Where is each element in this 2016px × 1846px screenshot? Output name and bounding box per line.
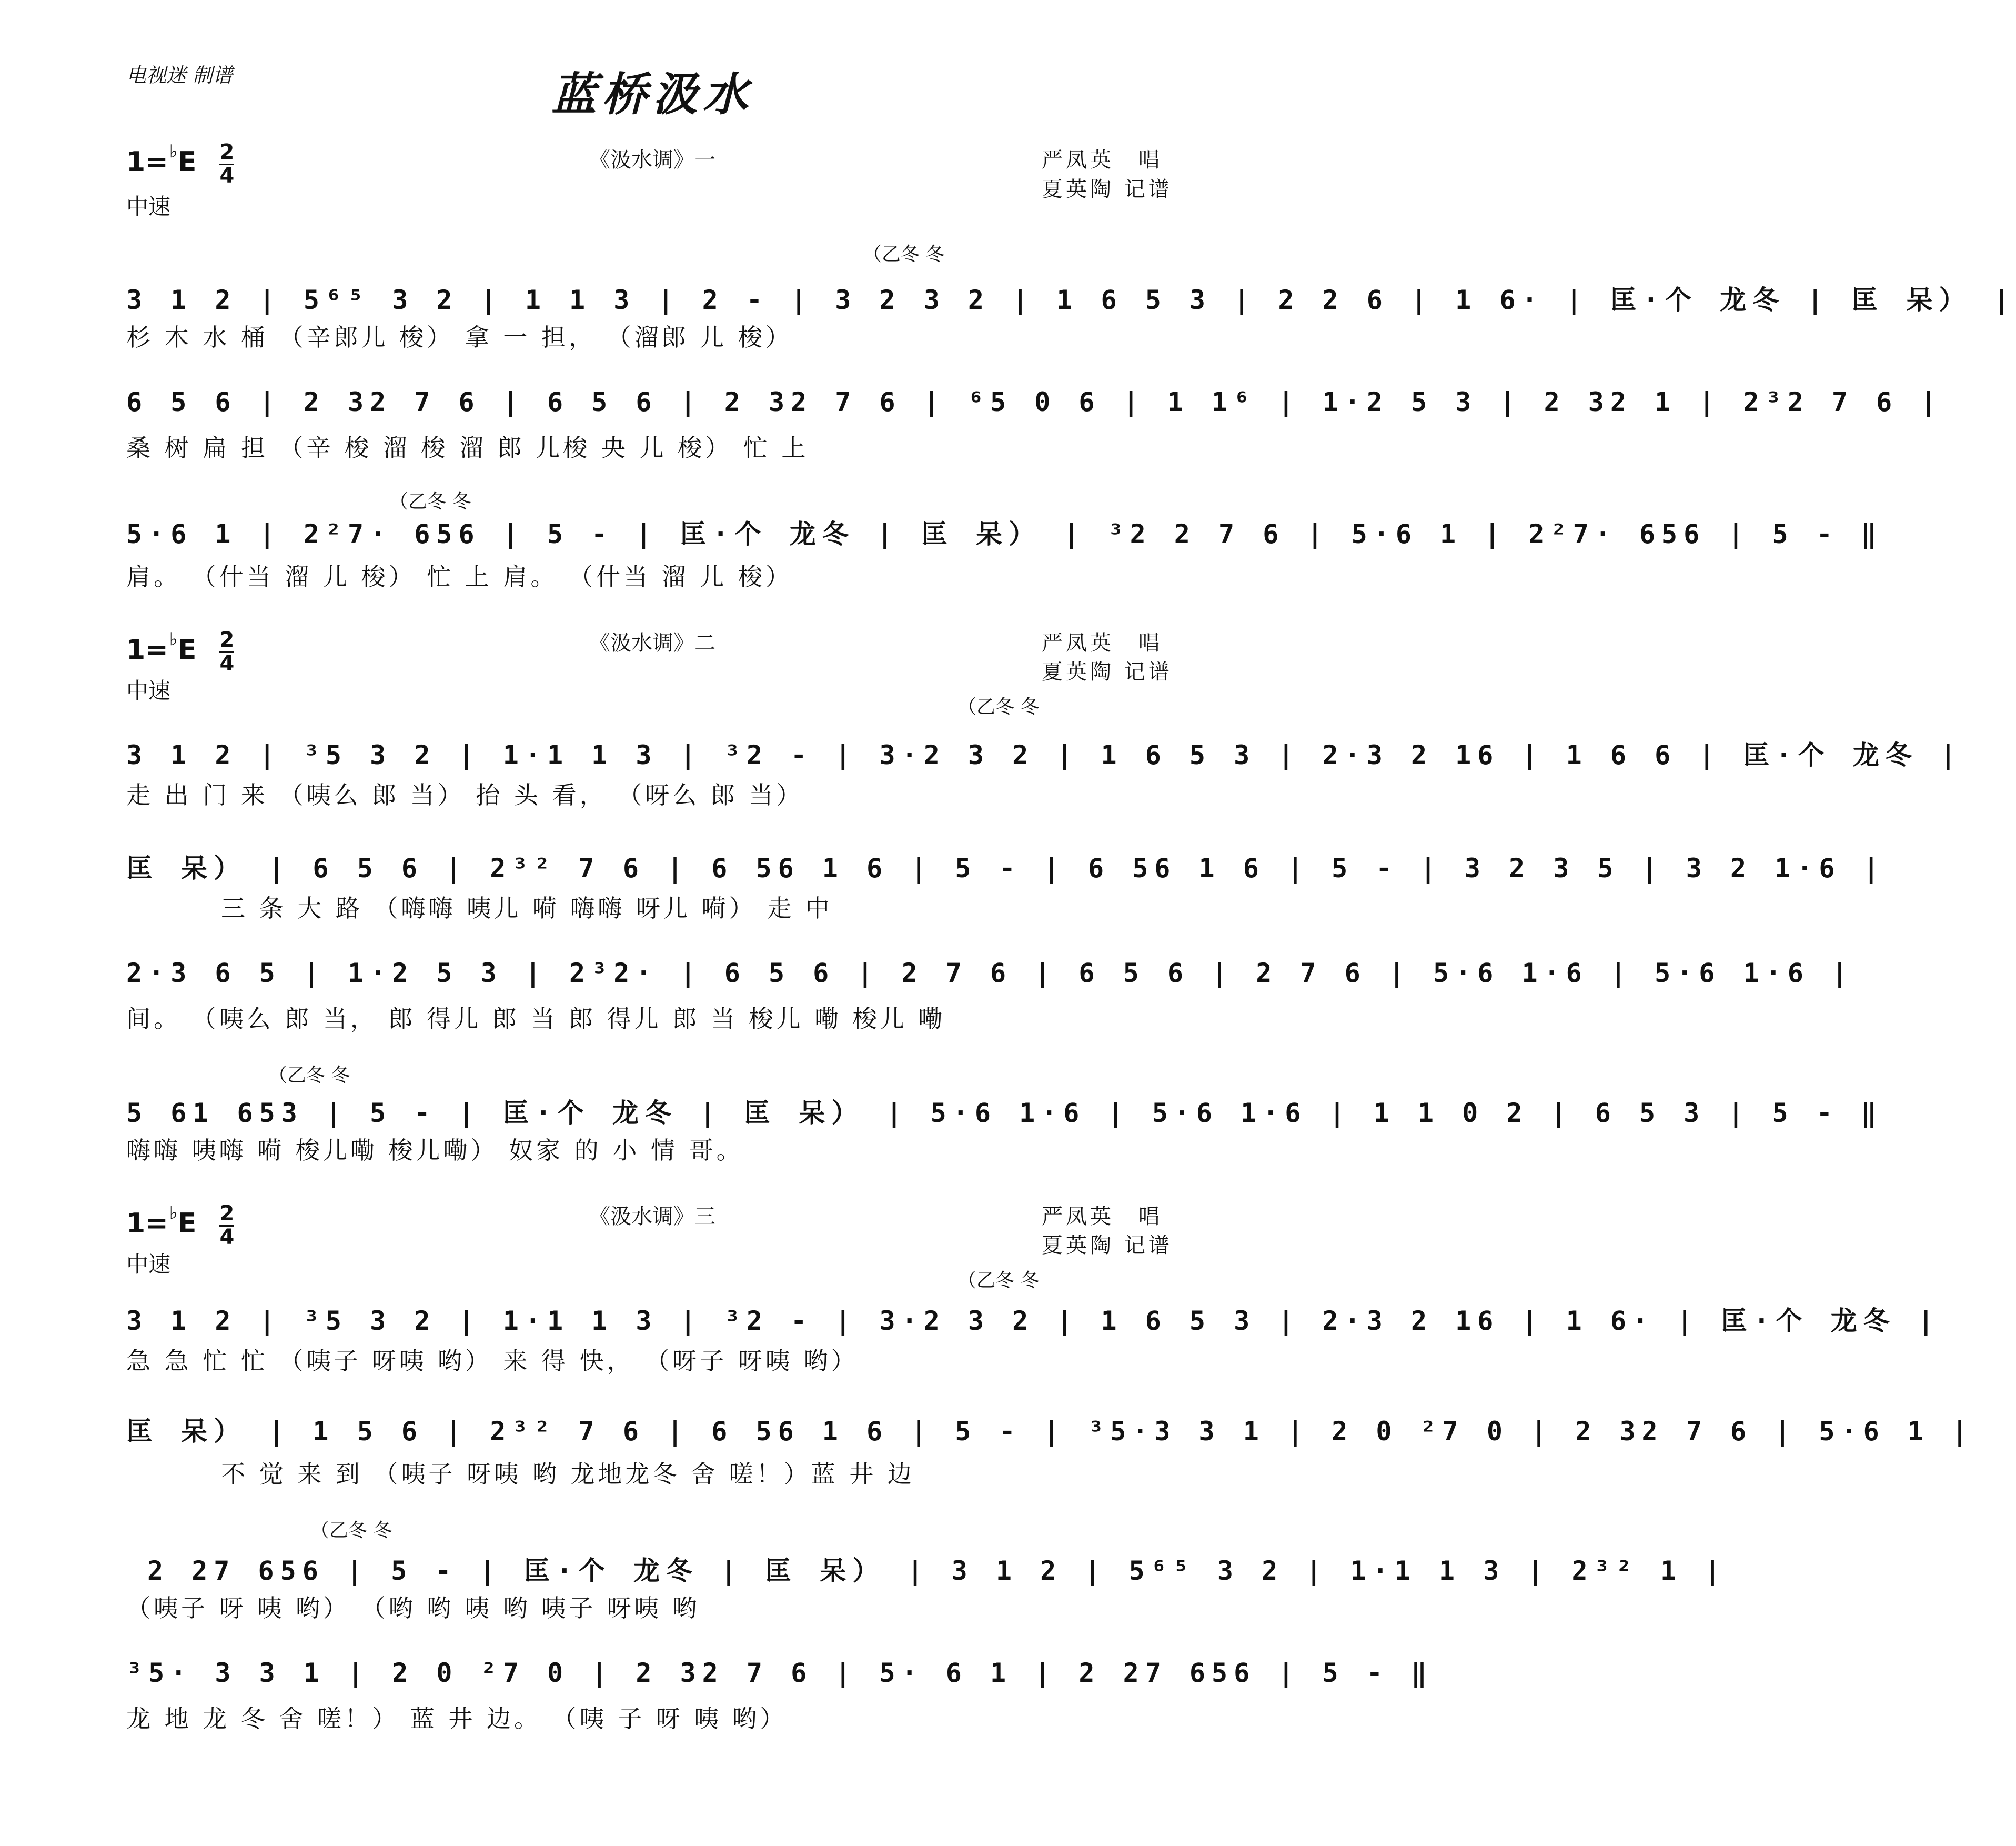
tempo-2: 中速 (126, 678, 171, 704)
lyric-line: 杉 木 水 桶 （辛郎儿 梭） 拿 一 担， （溜郎 儿 梭） (126, 323, 793, 352)
page-title: 蓝桥汲水 (551, 68, 753, 121)
singer-2: 严凤英 唱 (1042, 631, 1163, 655)
notation-line: 匡 呆） | 1 5 6 | 2³² 7 6 | 6 56 1 6 | 5 - | ³5·3 3 1 | 2 0 ²7 0 | 2 32 7 6 | 5·6 1 | (126, 1416, 1974, 1447)
lyric-line: 急 急 忙 忙 （咦子 呀咦 哟） 来 得 快， （呀子 呀咦 哟） (126, 1347, 859, 1375)
time-signature-1: $\frac{2}{4}$ (219, 139, 235, 188)
key-signature-3: 1=♭E $\frac{2}{4}$ (126, 1201, 235, 1249)
transcriber-1: 夏英陶 记谱 (1042, 177, 1173, 202)
header-note: 电视迷 制谱 (126, 64, 233, 87)
transcriber-3: 夏英陶 记谱 (1042, 1233, 1173, 1258)
notation-line: 6 5 6 | 2 32 7 6 | 6 5 6 | 2 32 7 6 | ⁶5 0 6 | 1 1⁶ | 1·2 5 3 | 2 32 1 | 2³2 7 6 | (126, 387, 1943, 417)
lyric-line: 不 觉 来 到 （咦子 呀咦 哟 龙地龙冬 舍 嗟！）蓝 井 边 (221, 1460, 915, 1488)
subtitle-2: 《汲水调》二 (589, 631, 715, 655)
key-signature-1: 1=♭E $\frac{2}{4}$ (126, 139, 235, 188)
singer-1: 严凤英 唱 (1042, 148, 1163, 172)
percussion-cue: （乙冬 冬 (957, 1270, 1040, 1291)
lyric-line: 龙 地 龙 冬 舍 嗟！） 蓝 井 边。 （咦 子 呀 咦 哟） (126, 1704, 788, 1733)
lyric-line: （咦子 呀 咦 哟） （哟 哟 咦 哟 咦子 呀咦 哟 (126, 1594, 700, 1622)
notation-line: 3 1 2 | ³5 3 2 | 1·1 1 3 | ³2 - | 3·2 3 2 | 1 6 5 3 | 2·3 2 16 | 1 6 6 | 匡·个 龙冬 | (126, 740, 1962, 770)
time-signature-2: $\frac{2}{4}$ (219, 627, 235, 676)
transcriber-2: 夏英陶 记谱 (1042, 660, 1173, 684)
percussion-cue: （乙冬 冬 (957, 696, 1040, 718)
lyric-line: 嗨嗨 咦嗨 嗬 梭儿嘞 梭儿嘞） 奴家 的 小 情 哥。 (126, 1136, 744, 1165)
notation-line: 匡 呆） | 6 5 6 | 2³² 7 6 | 6 56 1 6 | 5 - | 6 56 1 6 | 5 - | 3 2 3 5 | 3 2 1·6 | (126, 853, 1886, 884)
lyric-line: 桑 树 扁 担 （辛 梭 溜 梭 溜 郎 儿梭 央 儿 梭） 忙 上 (126, 434, 809, 462)
lyric-line: 肩。 （什当 溜 儿 梭） 忙 上 肩。 （什当 溜 儿 梭） (126, 563, 793, 591)
notation-line: 5·6 1 | 2²7· 656 | 5 - | 匡·个 龙冬 | 匡 呆） | ³2 2 7 6 | 5·6 1 | 2²7· 656 | 5 - ‖ (126, 519, 1883, 549)
notation-line: ³5· 3 3 1 | 2 0 ²7 0 | 2 32 7 6 | 5· 6 1 | 2 27 656 | 5 - ‖ (126, 1658, 1434, 1688)
notation-line: 2·3 6 5 | 1·2 5 3 | 2³2· | 6 5 6 | 2 7 6 | 6 5 6 | 2 7 6 | 5·6 1·6 | 5·6 1·6 | (126, 958, 1854, 988)
subtitle-3: 《汲水调》三 (589, 1205, 715, 1229)
tempo-1: 中速 (126, 194, 171, 219)
key-signature-2: 1=♭E $\frac{2}{4}$ (126, 627, 235, 676)
time-signature-3: $\frac{2}{4}$ (219, 1201, 235, 1249)
percussion-cue: （乙冬 冬 (268, 1065, 350, 1086)
percussion-cue: （乙冬 冬 (389, 491, 471, 513)
notation-line: 5 61 653 | 5 - | 匡·个 龙冬 | 匡 呆） | 5·6 1·6 | 5·6 1·6 | 1 1 0 2 | 6 5 3 | 5 - ‖ (126, 1098, 1883, 1128)
notation-line: 2 27 656 | 5 - | 匡·个 龙冬 | 匡 呆） | 3 1 2 | 5⁶⁵ 3 2 | 1·1 1 3 | 2³² 1 | (147, 1556, 1727, 1586)
notation-line: 3 1 2 | ³5 3 2 | 1·1 1 3 | ³2 - | 3·2 3 2 | 1 6 5 3 | 2·3 2 16 | 1 6· | 匡·个 龙冬 | (126, 1306, 1940, 1336)
lyric-line: 三 条 大 路 （嗨嗨 咦儿 嗬 嗨嗨 呀儿 嗬） 走 中 (221, 894, 833, 922)
tempo-3: 中速 (126, 1251, 171, 1277)
lyric-line: 间。 （咦么 郎 当， 郎 得儿 郎 当 郎 得儿 郎 当 梭儿 嘞 梭儿 嘞 (126, 1005, 946, 1033)
percussion-cue: （乙冬 冬 (863, 244, 945, 265)
percussion-cue: （乙冬 冬 (310, 1520, 392, 1541)
lyric-line: 走 出 门 来 （咦么 郎 当） 抬 头 看， （呀么 郎 当） (126, 781, 804, 809)
singer-3: 严凤英 唱 (1042, 1205, 1163, 1229)
subtitle-1: 《汲水调》一 (589, 148, 715, 172)
notation-line: 3 1 2 | 5⁶⁵ 3 2 | 1 1 3 | 2 - | 3 2 3 2 | 1 6 5 3 | 2 2 6 | 1 6· | 匡·个 龙冬 | 匡 呆） | (126, 285, 2016, 315)
